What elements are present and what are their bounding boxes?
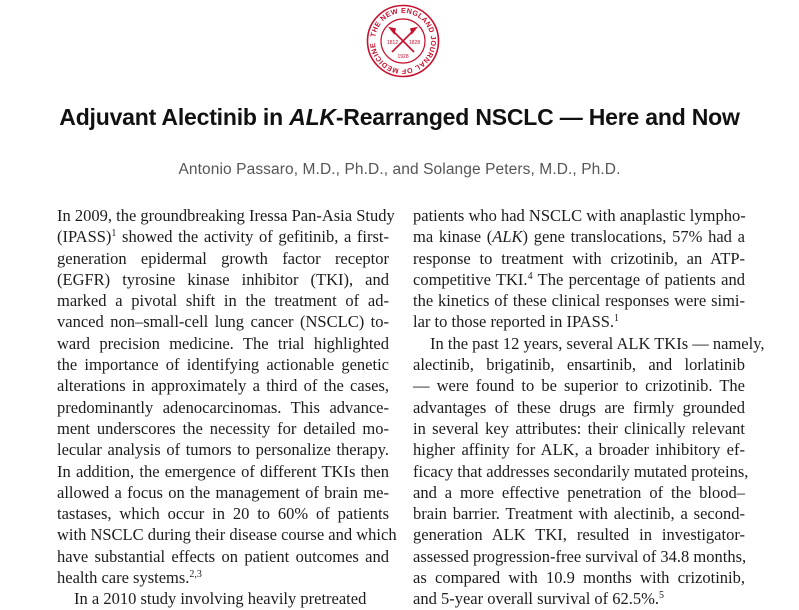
text-line: generation ALK TKI, resulted in investigator- <box>413 525 745 545</box>
citation-ref: 1 <box>111 228 117 240</box>
seal-year-right: 1828 <box>409 40 421 46</box>
citation-ref: 5 <box>659 590 665 602</box>
text-line: lecular analysis of tumors to personalize therapy. <box>57 440 389 460</box>
text-line: In addition, the emergence of different TKIs then <box>57 461 389 481</box>
text-line: with NSCLC during their disease course and which <box>57 525 397 545</box>
seal-year-bottom: 1928 <box>397 54 409 60</box>
text-line: tastases, which occur in 20 to 60% of patients <box>57 504 389 524</box>
text-line: patients who had NSCLC with anaplastic lympho- <box>413 206 746 225</box>
citation-ref: 1 <box>614 313 620 325</box>
right-column <box>413 205 765 610</box>
text-line: health care systems.$^{2,3}$ <box>57 568 202 588</box>
text-line: as compared with 10.9 months with crizotinib, <box>413 568 745 588</box>
text-line: ma kinase (ALK) gene translocations, 57% had a <box>413 227 745 247</box>
seal-year-left: 1812 <box>387 40 399 46</box>
text-line: In 2009, the groundbreaking Iressa Pan-Asia Study <box>57 206 395 225</box>
text-line: vanced non–small-cell lung cancer (NSCLC) to- <box>57 312 389 332</box>
text-line: advantages of these drugs are firmly grounded <box>413 397 745 417</box>
text-line: and a more effective penetration of the blood– <box>413 482 745 502</box>
article-title <box>0 104 799 131</box>
text-line: ment underscores the necessity for detailed mo- <box>57 418 389 438</box>
text-line: in several key attributes: their clinically relevant <box>413 418 745 438</box>
text-line: — were found to be superior to crizotinib. The <box>413 376 745 396</box>
nejm-seal-logo <box>366 4 440 78</box>
text-line: the kinetics of these clinical responses were simi- <box>413 291 745 311</box>
title-part-2: -Rearranged NSCLC — Here and Now <box>335 104 740 130</box>
text-line: assessed progression-free survival of 34.8 months, <box>413 546 747 566</box>
text-line: allowed a focus on the management of brain me- <box>57 482 389 502</box>
citation-ref: 4 <box>527 270 533 282</box>
text-line: alterations in approximately a third of the cases, <box>57 376 389 396</box>
text-line: the importance of identifying actionable genetic <box>57 355 389 375</box>
text-line: response to treatment with crizotinib, an ATP- <box>413 248 745 268</box>
citation-ref: 2,3 <box>189 569 202 581</box>
text-line: In a 2010 study involving heavily pretreated <box>74 589 367 609</box>
text-line: have substantial effects on patient outcomes and <box>57 546 389 566</box>
left-column <box>57 205 397 610</box>
article-authors: Antonio Passaro, M.D., Ph.D., and Solange Peters, M.D., Ph.D. <box>178 161 621 178</box>
text-line: lar to those reported in IPASS.$^1$ <box>413 312 620 332</box>
text-line: higher affinity for ALK, a broader inhibitory ef- <box>413 440 745 460</box>
text-line: marked a pivotal shift in the treatment of ad- <box>57 291 389 311</box>
text-line: competitive TKI.$^4$ The percentage of patients and <box>413 269 745 289</box>
text-line: ward precision medicine. The trial highlighted <box>57 333 389 353</box>
text-line: and 5-year overall survival of 62.5%.$^5$ <box>413 589 665 609</box>
text-line: generation epidermal growth factor receptor <box>57 248 389 268</box>
seal-ring-text: THE NEW ENGLAND JOURNAL OF MEDICINE <box>367 5 439 77</box>
title-part-alk: ALK <box>289 104 336 130</box>
title-part-1: Adjuvant Alectinib in <box>59 104 290 130</box>
text-line: predominantly adenocarcinomas. This advance- <box>57 397 389 417</box>
text-line: brain barrier. Treatment with alectinib, a second- <box>413 504 745 524</box>
text-line: (IPASS)$^1$ showed the activity of gefitinib, a first- <box>57 227 389 247</box>
text-line: (EGFR) tyrosine kinase inhibitor (TKI), and <box>57 269 389 289</box>
text-line: ficacy that addresses secondarily mutated proteins, <box>413 461 749 481</box>
text-line: alectinib, brigatinib, ensartinib, and lorlatinib <box>413 355 745 375</box>
text-line: In the past 12 years, several ALK TKIs — namely, <box>430 333 765 353</box>
